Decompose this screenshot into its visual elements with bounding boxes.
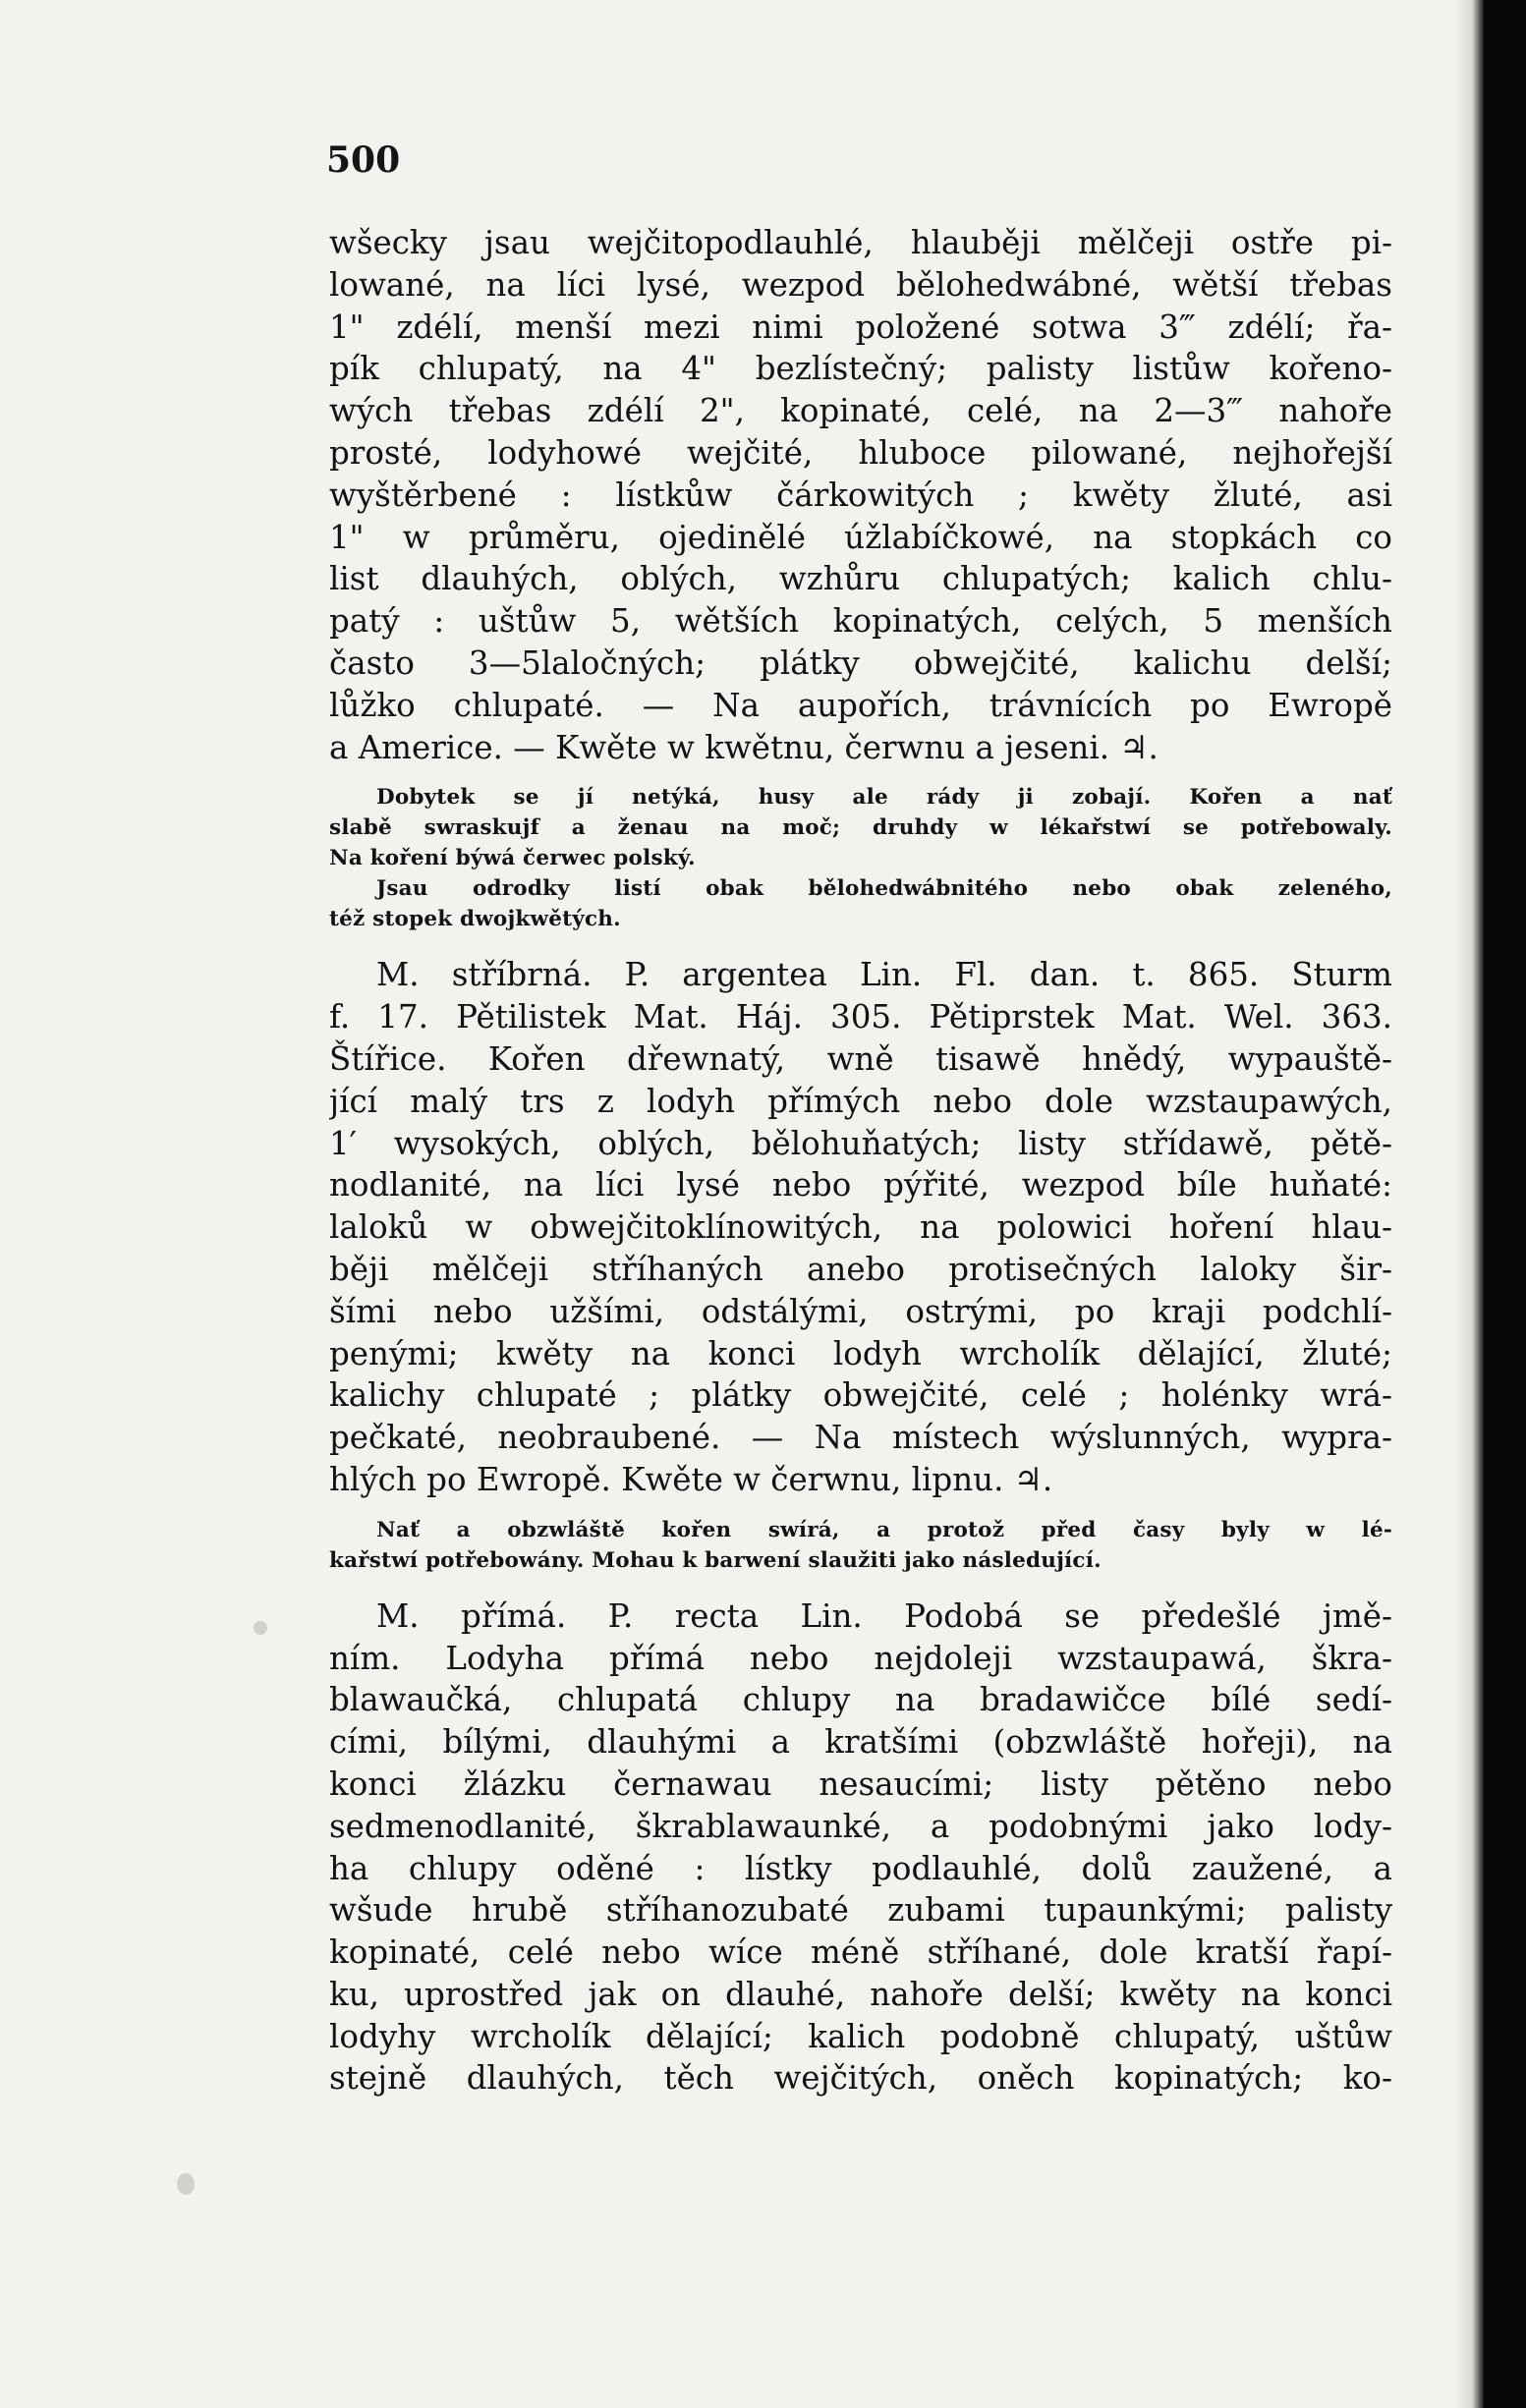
page-number: 500 xyxy=(326,140,401,181)
paper-blemish xyxy=(177,2173,195,2195)
note-line: Nať a obzwláště kořen swírá, a protož před časy byly w lé- xyxy=(376,1517,1392,1542)
text-line: prosté, lodyhowé wejčité, hluboce pilowané, nejhořejší xyxy=(329,433,1392,472)
page-edge-shadow xyxy=(1454,0,1484,2408)
note-line: Na koření býwá čerwec polský. xyxy=(329,846,696,871)
text-line: cími, bílými, dlauhými a kratšími (obzwláště hořeji), na xyxy=(329,1723,1392,1762)
note-line: Jsau odrodky listí obak bělohedwábnitého nebo obak zeleného, xyxy=(376,876,1392,902)
text-line: patý : uštůw 5, wětších kopinatých, celých, 5 menších xyxy=(329,602,1392,641)
entry-heading-line: M. stříbrná. P. argentea Lin. Fl. dan. t. 865. Sturm xyxy=(376,956,1392,994)
text-line: hlých po Ewropě. Kwěte w čerwnu, lipnu. ♃. xyxy=(329,1460,1053,1498)
text-line: f. 17. Pětilistek Mat. Háj. 305. Pětiprstek Mat. Wel. 363. xyxy=(329,998,1392,1036)
text-line: wyštěrbené : lístkůw čárkowitých ; kwěty žluté, asi xyxy=(329,476,1392,514)
text-line: a Americe. — Kwěte w kwětnu, čerwnu a jeseni. ♃. xyxy=(329,728,1159,766)
entry-potentilla-recta xyxy=(329,1596,1392,2100)
entry-potentilla-argentea xyxy=(329,954,1392,1500)
text-line: ku, uprostřed jak on dlauhé, nahoře delší; kwěty na konci xyxy=(329,1975,1392,2013)
text-line: lodyhy wrcholík dělající; kalich podobně chlupatý, uštůw xyxy=(329,2017,1392,2055)
text-line: sedmenodlanité, škrablawaunké, a podobnými jako lody- xyxy=(329,1807,1392,1845)
page-body xyxy=(329,222,1392,2100)
text-line: wšecky jsau wejčitopodlauhlé, hlauběji mělčeji ostře pi- xyxy=(329,224,1392,261)
text-line: wých třebas zdélí 2", kopinaté, celé, na 2—3‴ nahoře xyxy=(329,392,1392,430)
text-line: pečkaté, neobraubené. — Na místech wýslunných, wypra- xyxy=(329,1419,1392,1457)
text-line: běji mělčeji stříhaných anebo protisečných laloky šir- xyxy=(329,1250,1392,1288)
text-line: jící malý trs z lodyh přímých nebo dole wzstaupawých, xyxy=(329,1082,1392,1120)
text-line: kalichy chlupaté ; plátky obwejčité, celé ; holénky wrá- xyxy=(329,1376,1392,1415)
text-line: 1" w průměru, ojedinělé úžlabíčkowé, na stopkách co xyxy=(329,518,1392,556)
usage-note xyxy=(329,782,1392,934)
text-line: 1" zdélí, menší mezi nimi položené sotwa 3‴ zdélí; řa- xyxy=(329,308,1392,346)
note-line: Dobytek se jí netýká, husy ale rády ji zobají. Kořen a nať xyxy=(376,785,1392,811)
scan-border xyxy=(1484,0,1526,2408)
text-line: penými; kwěty na konci lodyh wrcholík dělající, žluté; xyxy=(329,1334,1392,1372)
text-line: laloků w obwejčitoklínowitých, na polowici hoření hlau- xyxy=(329,1208,1392,1247)
entry-heading-line: M. přímá. P. recta Lin. Podobá se předešlé jmě- xyxy=(376,1596,1392,1635)
text-line: lůžko chlupaté. — Na aupořích, trávnících po Ewropě xyxy=(329,686,1392,724)
usage-note xyxy=(329,1515,1392,1576)
paragraph-description-continued xyxy=(329,222,1392,768)
text-line: kopinaté, celé nebo wíce méně stříhané, dole kratší řapí- xyxy=(329,1933,1392,1972)
paper-blemish xyxy=(254,1621,267,1635)
note-line: též stopek dwojkwětých. xyxy=(329,907,621,932)
text-line: často 3—5laločných; plátky obwejčité, kalichu delší; xyxy=(329,644,1392,682)
text-line: wšude hrubě stříhanozubaté zubami tupaunkými; palisty xyxy=(329,1891,1392,1930)
text-line: lowané, na líci lysé, wezpod bělohedwábné, wětší třebas xyxy=(329,265,1392,304)
text-line: ha chlupy oděné : lístky podlauhlé, dolů zaužené, a xyxy=(329,1849,1392,1887)
note-line: slabě swraskujf a ženau na moč; druhdy w lékařstwí se potřebowaly. xyxy=(329,815,1392,841)
text-line: Štířice. Kořen dřewnatý, wně tisawě hnědý, wypauště- xyxy=(329,1039,1392,1078)
text-line: ním. Lodyha přímá nebo nejdoleji wzstaupawá, škra- xyxy=(329,1639,1392,1677)
text-line: pík chlupatý, na 4" bezlístečný; palisty listůw kořeno- xyxy=(329,350,1392,388)
text-line: konci žlázku černawau nesaucími; listy pětěno nebo xyxy=(329,1764,1392,1803)
text-line: šími nebo užšími, odstálými, ostrými, po kraji podchlí- xyxy=(329,1292,1392,1330)
text-line: stejně dlauhých, těch wejčitých, oněch kopinatých; ko- xyxy=(329,2059,1392,2098)
text-line: list dlauhých, oblých, wzhůru chlupatých; kalich chlu- xyxy=(329,560,1392,598)
text-line: blawaučká, chlupatá chlupy na bradawičce bílé sedí- xyxy=(329,1681,1392,1719)
text-line: 1′ wysokých, oblých, bělohuňatých; listy střídawě, pětě- xyxy=(329,1124,1392,1162)
note-line: kařstwí potřebowány. Mohau k barwení slaužiti jako následující. xyxy=(329,1547,1102,1573)
text-line: nodlanité, na líci lysé nebo pýřité, wezpod bíle huňaté: xyxy=(329,1166,1392,1204)
